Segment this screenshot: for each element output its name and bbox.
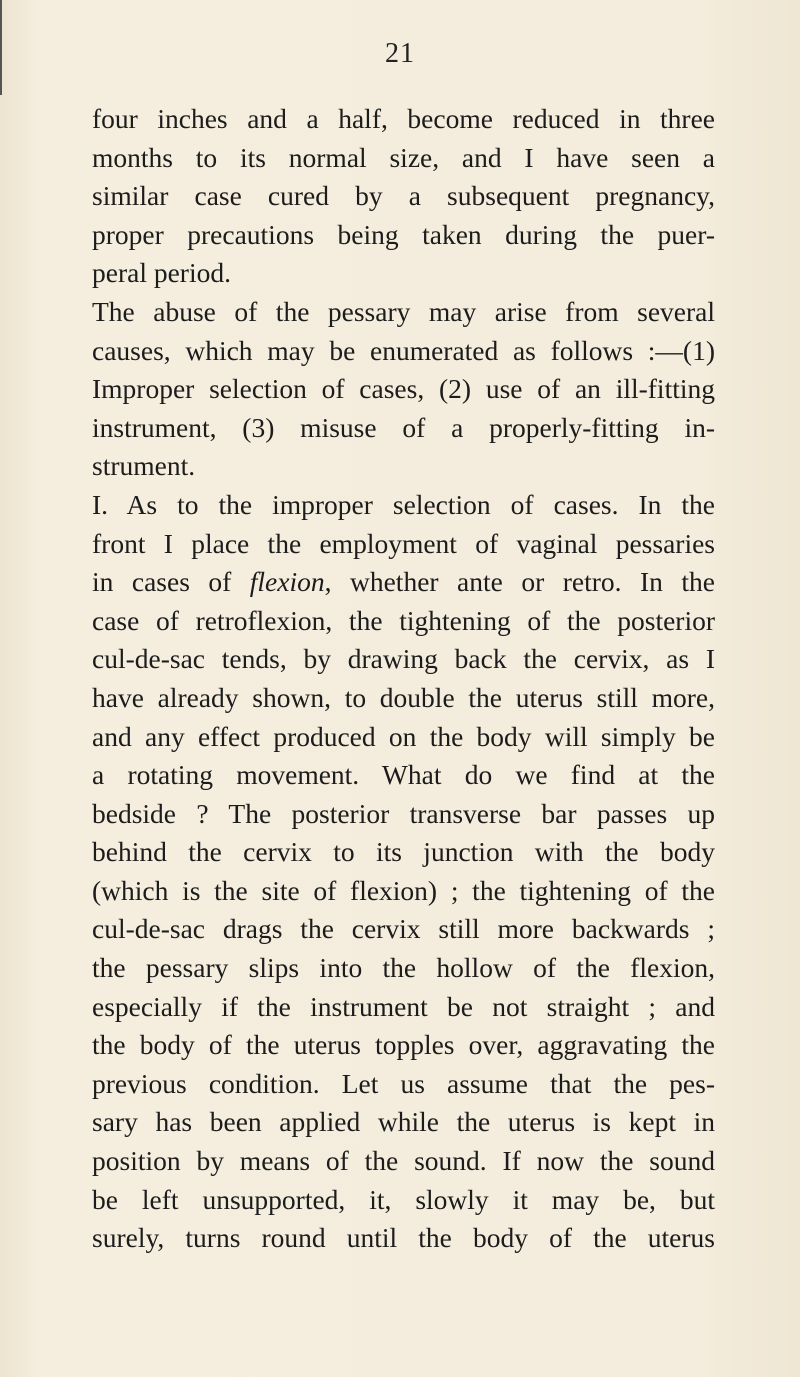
text-line: peral period.	[92, 257, 231, 289]
text-line: behind the cervix to its junction with the body	[92, 836, 715, 868]
text-line: proper precautions being taken during the puer-	[92, 218, 715, 250]
text-line: previous condition. Let us assume that the pes-	[92, 1067, 715, 1099]
text-line: a rotating movement. What do we find at the	[92, 759, 715, 791]
text-line: (which is the site of flexion) ; the tightening of the	[92, 874, 715, 906]
text-line: especially if the instrument be not straight ; and	[92, 990, 715, 1022]
text-line: strument.	[92, 450, 196, 482]
text-line: Improper selection of cases, (2) use of an ill-fitting	[92, 373, 715, 405]
text-segment: , whether ante or retro. In the	[324, 566, 715, 598]
text-line: case of retroflexion, the tightening of the posterior	[92, 604, 715, 636]
text-line: cul-de-sac tends, by drawing back the cervix, as I	[92, 643, 715, 675]
text-line: instrument, (3) misuse of a properly-fitting in-	[92, 411, 715, 443]
text-line: bedside ? The posterior transverse bar passes up	[92, 797, 715, 829]
text-line: sary has been applied while the uterus is kept in	[92, 1106, 715, 1138]
text-line: have already shown, to double the uterus still more,	[92, 681, 715, 713]
text-line: cul-de-sac drags the cervix still more backwards ;	[92, 913, 715, 945]
text-line: position by means of the sound. If now the sound	[92, 1145, 715, 1177]
body-text	[92, 100, 715, 1258]
text-line: causes, which may be enumerated as follows :—(1)	[92, 334, 715, 366]
text-segment: in cases of	[92, 566, 250, 598]
text-line: the pessary slips into the hollow of the flexion,	[92, 952, 715, 984]
page-number: 21	[385, 38, 415, 69]
text-line: be left unsupported, it, slowly it may be, but	[92, 1183, 715, 1215]
text-line: The abuse of the pessary may arise from several	[92, 295, 715, 327]
italic-term: flexion	[249, 566, 325, 598]
text-line: and any effect produced on the body will simply be	[92, 720, 715, 752]
text-line: months to its normal size, and I have seen a	[92, 141, 715, 173]
text-line: the body of the uterus topples over, aggravating the	[92, 1029, 715, 1061]
text-line	[92, 563, 715, 602]
text-line: surely, turns round until the body of the uterus	[92, 1222, 715, 1254]
text-line: I. As to the improper selection of cases. In the	[92, 488, 715, 520]
text-line: similar case cured by a subsequent pregnancy,	[92, 180, 715, 212]
text-line: front I place the employment of vaginal pessaries	[92, 527, 715, 559]
text-line: four inches and a half, become reduced in three	[92, 103, 715, 134]
